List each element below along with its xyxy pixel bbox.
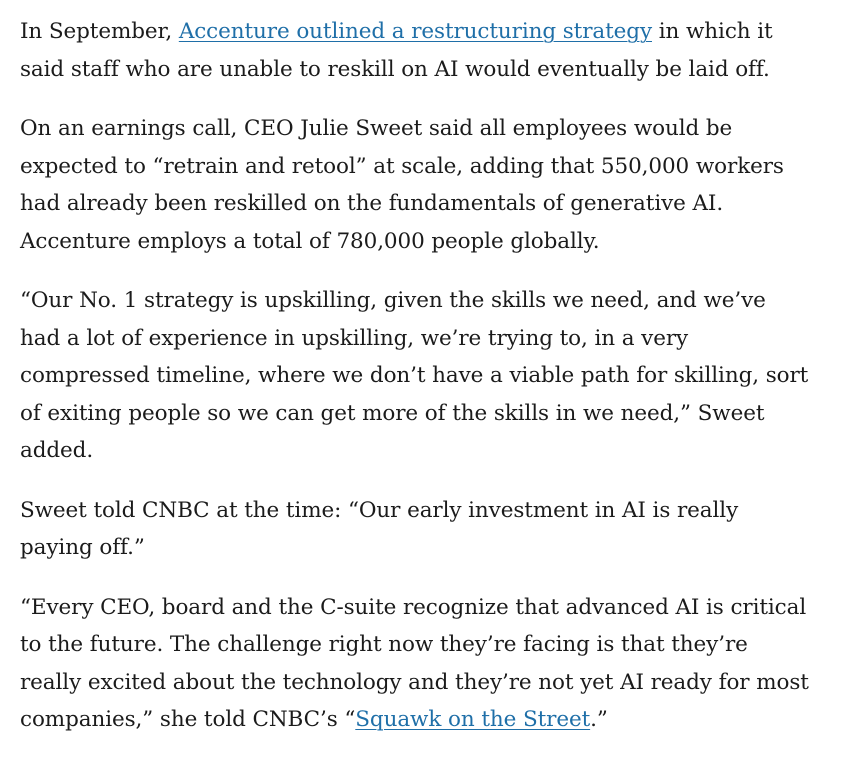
paragraph-upskilling-quote: “Our No. 1 strategy is upskilling, given the skills we need, and we’ve had a lot of experience in upskilling, we’re trying to, in a very compressed timeline, where we don’t have a viable path for skilling, sort of exiting people so we can get more of the skills in we need,” Sweet added. bbox=[20, 288, 809, 463]
paragraph-text: in which it said staff who are unable to reskill on AI would eventually be laid off. bbox=[20, 19, 773, 82]
paragraph-cnbc-statement: Sweet told CNBC at the time: “Our early investment in AI is really paying off.” bbox=[20, 497, 739, 560]
paragraph-restructuring bbox=[20, 13, 810, 88]
paragraph-text: “Every CEO, board and the C-suite recognize that advanced AI is critical to the future. The challenge right now they’re facing is that they’re really excited about the technology and they’re not yet AI ready for most companies,” she told CNBC’s “ bbox=[20, 594, 809, 732]
paragraph-text: In September, bbox=[20, 19, 179, 44]
squawk-on-the-street-link[interactable]: Squawk on the Street bbox=[355, 707, 591, 732]
article-body bbox=[20, 13, 810, 761]
paragraph-text: .” bbox=[590, 707, 608, 732]
paragraph-earnings-call: On an earnings call, CEO Julie Sweet said all employees would be expected to “retrain and retool” at scale, adding that 550,000 workers had already been reskilled on the fundamentals of generative AI. Accenture employs a total of 780,000 people globally. bbox=[20, 116, 784, 254]
paragraph-ceo-quote bbox=[20, 589, 810, 739]
restructuring-strategy-link[interactable]: Accenture outlined a restructuring strategy bbox=[178, 19, 652, 44]
